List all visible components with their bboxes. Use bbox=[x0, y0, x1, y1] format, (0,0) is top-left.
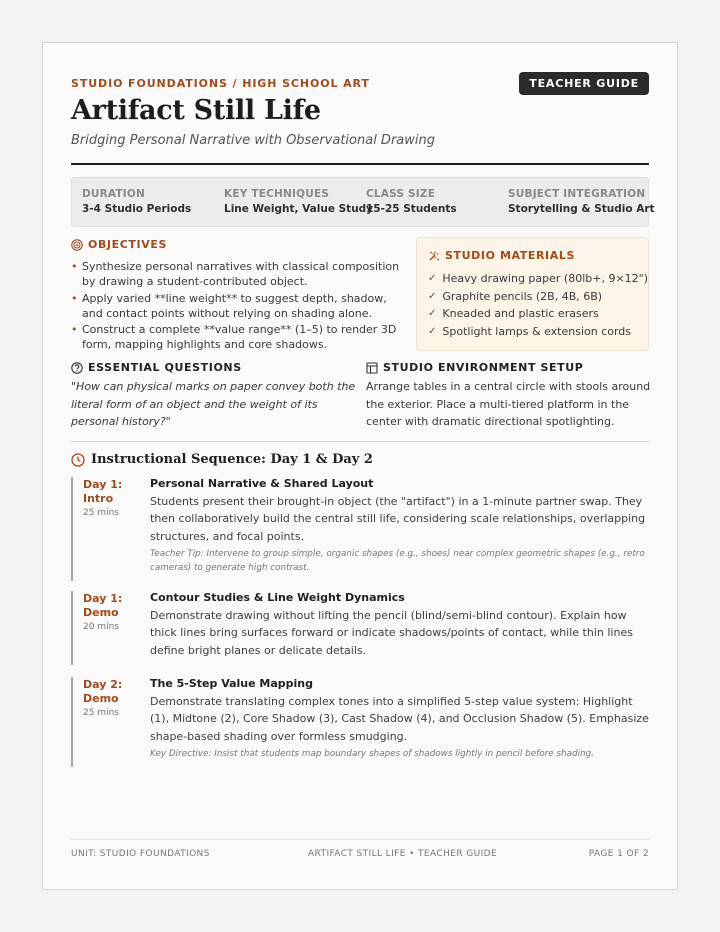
step-note: Key Directive: Insist that students map boundary shapes of shadows lightly in pencil before shading. bbox=[150, 748, 594, 759]
step-title: Personal Narrative & Shared Layout bbox=[150, 477, 374, 490]
material-text: Kneaded and plastic erasers bbox=[442, 307, 599, 321]
step-duration: 25 mins bbox=[83, 708, 119, 718]
sequence-step-3 bbox=[71, 677, 649, 767]
step-duration: 20 mins bbox=[83, 622, 119, 632]
meta-label: CLASS SIZE bbox=[366, 188, 436, 200]
meta-subject-integration bbox=[508, 188, 655, 215]
meta-value: 15-25 Students bbox=[366, 203, 457, 215]
step-body bbox=[150, 477, 650, 575]
material-text: Spotlight lamps & extension cords bbox=[442, 324, 632, 338]
meta-value: 3-4 Studio Periods bbox=[82, 203, 192, 215]
list-item bbox=[71, 259, 406, 289]
list-item bbox=[428, 305, 648, 323]
check-icon: ✓ bbox=[428, 325, 437, 337]
step-day-label: Day 2: bbox=[83, 678, 123, 691]
essential-question-text: "How can physical marks on paper convey both the literal form of an object and the weight of its personal history?" bbox=[71, 380, 356, 428]
meta-label: SUBJECT INTEGRATION bbox=[508, 188, 646, 200]
footer-center: ARTIFACT STILL LIFE • TEACHER GUIDE bbox=[308, 849, 498, 859]
sequence-heading bbox=[71, 452, 373, 467]
teacher-guide-badge: TEACHER GUIDE bbox=[519, 72, 649, 95]
footer-divider bbox=[71, 839, 649, 840]
materials-heading-label: STUDIO MATERIALS bbox=[445, 249, 575, 262]
environment-heading bbox=[366, 361, 583, 374]
meta-label: DURATION bbox=[82, 188, 146, 200]
page-subtitle: Bridging Personal Narrative with Observational Drawing bbox=[71, 133, 435, 148]
step-phase-label: Demo bbox=[83, 606, 119, 619]
objective-text: Apply varied **line weight** to suggest depth, shadow, and contact points without relying on shading alone. bbox=[82, 291, 387, 320]
materials-heading bbox=[428, 249, 575, 262]
step-text: Students present their brought-in object (the "artifact") in a 1-minute partner swap. They then collaboratively build the central still life, considering scale relationships, overlapping structures, and focal points. bbox=[150, 495, 646, 543]
document-page bbox=[42, 42, 678, 890]
step-note: Teacher Tip: Intervene to group simple, organic shapes (e.g., shoes) near complex geometric shapes (e.g., retro cameras) to generate high contrast. bbox=[150, 548, 645, 573]
step-day bbox=[83, 678, 122, 706]
meta-duration bbox=[82, 188, 222, 215]
step-body bbox=[150, 591, 650, 659]
meta-value: Storytelling & Studio Art bbox=[508, 203, 655, 215]
step-text: Demonstrate translating complex tones into a simplified 5-step value system: Highlight (1), Midtone (2), Core Shadow (3), Cast Shadow (4), and Occlusion Shadow (5). Emphasize shape-based shading over formless smudging. bbox=[150, 695, 649, 743]
sequence-step-2 bbox=[71, 591, 649, 665]
step-title: The 5-Step Value Mapping bbox=[150, 677, 314, 690]
objectives-heading-label: OBJECTIVES bbox=[88, 238, 167, 251]
target-icon bbox=[71, 239, 83, 251]
step-day bbox=[83, 478, 122, 506]
check-icon: ✓ bbox=[428, 273, 437, 285]
essential-questions-label: ESSENTIAL QUESTIONS bbox=[88, 361, 242, 374]
check-icon: ✓ bbox=[428, 308, 437, 320]
step-phase-label: Demo bbox=[83, 692, 119, 705]
list-item bbox=[428, 323, 648, 341]
meta-bar bbox=[71, 177, 655, 227]
section-divider bbox=[71, 441, 649, 442]
bullet-icon: • bbox=[71, 323, 78, 336]
meta-class-size bbox=[366, 188, 506, 215]
objectives-heading bbox=[71, 238, 167, 251]
list-item bbox=[71, 322, 406, 352]
layout-icon bbox=[366, 362, 378, 374]
meta-techniques bbox=[224, 188, 374, 215]
material-text: Heavy drawing paper (80lb+, 9×12") bbox=[442, 272, 649, 286]
objective-text: Construct a complete **value range** (1–5) to render 3D form, mapping highlights and core shadows. bbox=[82, 323, 397, 351]
course-kicker: STUDIO FOUNDATIONS / HIGH SCHOOL ART bbox=[71, 77, 370, 90]
step-title: Contour Studies & Line Weight Dynamics bbox=[150, 591, 405, 604]
list-item bbox=[428, 270, 648, 288]
sequence-heading-label: Instructional Sequence: Day 1 & Day 2 bbox=[91, 452, 373, 467]
environment-heading-label: STUDIO ENVIRONMENT SETUP bbox=[383, 361, 584, 374]
palette-icon bbox=[428, 250, 440, 262]
header-divider bbox=[71, 163, 649, 165]
clock-icon bbox=[71, 453, 85, 467]
objective-text: Synthesize personal narratives with classical composition by drawing a student-contributed object. bbox=[82, 260, 400, 288]
footer-page-number: PAGE 1 OF 2 bbox=[588, 849, 649, 859]
page-title: Artifact Still Life bbox=[71, 95, 321, 126]
meta-label: KEY TECHNIQUES bbox=[224, 188, 330, 200]
step-phase-label: Intro bbox=[83, 492, 114, 505]
materials-list bbox=[428, 270, 648, 340]
check-icon: ✓ bbox=[428, 290, 437, 302]
environment-text: Arrange tables in a central circle with stools around the exterior. Place a multi-tiered platform in the center with dramatic directional spotlighting. bbox=[366, 380, 651, 428]
meta-value: Line Weight, Value Study bbox=[224, 203, 374, 215]
step-day bbox=[83, 592, 122, 620]
step-body bbox=[150, 677, 650, 761]
list-item bbox=[428, 288, 648, 306]
step-duration: 25 mins bbox=[83, 508, 119, 518]
essential-questions-heading bbox=[71, 361, 242, 374]
bullet-icon: • bbox=[71, 291, 78, 305]
list-item bbox=[71, 291, 406, 321]
step-text: Demonstrate drawing without lifting the pencil (blind/semi-blind contour). Explain how thick lines bring surfaces forward or indicate shadows/points of contact, while thin lines define bright planes or delicate details. bbox=[150, 609, 633, 657]
footer-unit: UNIT: STUDIO FOUNDATIONS bbox=[71, 849, 210, 859]
step-day-label: Day 1: bbox=[83, 478, 123, 491]
materials-box bbox=[416, 237, 649, 351]
material-text: Graphite pencils (2B, 4B, 6B) bbox=[442, 289, 603, 303]
objectives-list bbox=[71, 259, 406, 354]
question-circle-icon bbox=[71, 362, 83, 374]
step-day-label: Day 1: bbox=[83, 592, 123, 605]
sequence-step-1 bbox=[71, 477, 649, 581]
bullet-icon: • bbox=[71, 260, 78, 273]
